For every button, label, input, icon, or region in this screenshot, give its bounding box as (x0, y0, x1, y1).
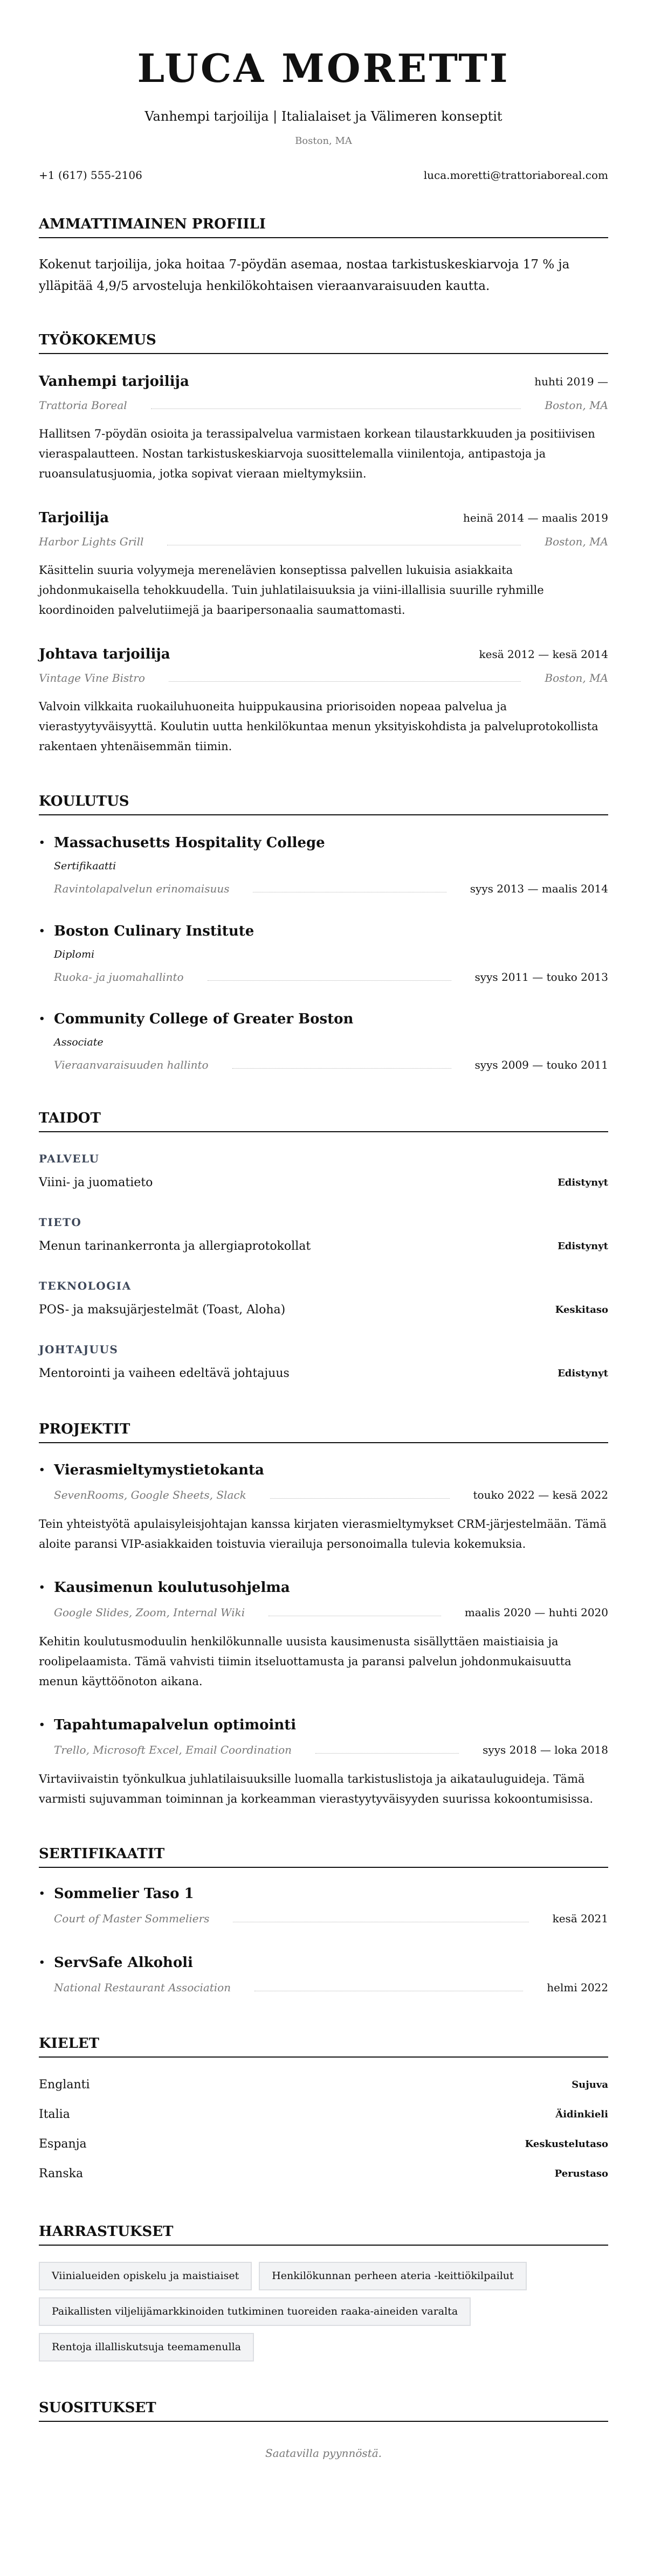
dotted-leader (232, 1068, 451, 1069)
skill-category: TIETO (39, 1216, 82, 1229)
interest-chip: Rentoja illalliskutsuja teemamenulla (39, 2333, 254, 2362)
language-name: Englanti (39, 2078, 90, 2092)
education-dates: syys 2009 — touko 2011 (474, 1058, 608, 1071)
job-dates: huhti 2019 — (534, 375, 608, 388)
degree: Associate (54, 1036, 104, 1048)
skill-group (39, 1279, 608, 1318)
certification-name: ServSafe Alkoholi (54, 1955, 193, 1971)
education-dates: syys 2011 — touko 2013 (474, 971, 608, 984)
skill-name: Viini- ja juomatieto (39, 1176, 153, 1189)
job-description: Valvoin vilkkaita ruokailuhuoneita huippukausina priorisoiden nopeaa palvelua ja vierastyytyväisyyttä. Koulutin uutta henkilökuntaa menun yksityiskohdista ja palveluprotokollista rakentaen yhtenäisemmän tiimin. (39, 700, 598, 753)
skill-name: Menun tarinankerronta ja allergiaprotokollat (39, 1239, 311, 1253)
project-tech: Google Slides, Zoom, Internal Wiki (54, 1606, 245, 1619)
language-row (39, 2107, 608, 2123)
section-title: TYÖKOKEMUS (39, 331, 608, 354)
profile-section (39, 216, 608, 297)
dotted-leader (151, 408, 521, 409)
certification-issuer: National Restaurant Association (54, 1981, 231, 1994)
job-title: Tarjoilija (39, 510, 109, 526)
field-of-study: Vieraanvaraisuuden hallinto (54, 1058, 209, 1071)
section-title: TAIDOT (39, 1110, 608, 1132)
project-name: Vierasmieltymystietokanta (54, 1462, 264, 1478)
bullet-icon: • (39, 837, 45, 848)
candidate-headline: Vanhempi tarjoilija | Italialaiset ja Välimeren konseptit (144, 109, 503, 124)
interest-chip: Paikallisten viljelijämarkkinoiden tutkiminen tuoreiden raaka-aineiden varalta (39, 2297, 471, 2326)
certification-date: helmi 2022 (547, 1981, 608, 1994)
skill-level: Edistynyt (557, 1177, 608, 1188)
skill-group (39, 1215, 608, 1255)
project-description: Virtaviivaistin työnkulkua juhlatilaisuuksille luomalla tarkistuslistoja ja aikatauluguideja. Tämä varmisti sujuvamman toiminnan ja korkeamman vierastyytyväisyyden suurissa kokoontumisissa. (39, 1772, 594, 1805)
certification-entry (39, 1954, 608, 1995)
contact-row (39, 168, 608, 182)
job-entry (39, 372, 608, 484)
skill-level: Keskitaso (555, 1304, 608, 1315)
job-company: Trattoria Boreal (39, 399, 127, 412)
section-title: SUOSITUKSET (39, 2399, 608, 2422)
certification-date: kesä 2021 (552, 1912, 608, 1925)
bullet-icon: • (39, 1582, 45, 1593)
field-of-study: Ravintolapalvelun erinomaisuus (54, 882, 230, 895)
skills-section (39, 1110, 608, 1382)
language-row (39, 2136, 608, 2152)
language-name: Ranska (39, 2167, 84, 2180)
education-dates: syys 2013 — maalis 2014 (470, 882, 608, 895)
section-title: AMMATTIMAINEN PROFIILI (39, 216, 608, 238)
dotted-leader (208, 980, 451, 981)
project-name: Tapahtumapalvelun optimointi (54, 1717, 297, 1733)
field-of-study: Ruoka- ja juomahallinto (54, 971, 184, 984)
job-title: Vanhempi tarjoilija (39, 373, 189, 390)
projects-section (39, 1421, 608, 1809)
skill-category: TEKNOLOGIA (39, 1279, 132, 1292)
interest-chip-list (39, 2262, 608, 2362)
skill-level: Edistynyt (557, 1241, 608, 1252)
certification-entry (39, 1885, 608, 1926)
references-note: Saatavilla pyynnöstä. (265, 2447, 382, 2460)
dotted-leader (315, 1753, 459, 1754)
experience-section (39, 331, 608, 757)
project-entry (39, 1716, 608, 1809)
job-dates: heinä 2014 — maalis 2019 (463, 511, 608, 524)
resume-header (39, 0, 608, 182)
degree: Diplomi (54, 948, 95, 960)
dotted-leader (169, 681, 521, 682)
phone-number: +1 (617) 555-2106 (39, 169, 142, 182)
skill-name: Mentorointi ja vaiheen edeltävä johtajuus (39, 1367, 290, 1380)
language-level: Sujuva (572, 2079, 608, 2090)
education-entry (39, 1010, 608, 1072)
language-level: Äidinkieli (555, 2109, 608, 2120)
interest-chip: Viinialueiden opiskelu ja maistiaiset (39, 2262, 252, 2290)
certification-issuer: Court of Master Sommeliers (54, 1912, 210, 1925)
job-dates: kesä 2012 — kesä 2014 (479, 648, 608, 661)
education-entry (39, 922, 608, 985)
references-section (39, 2399, 608, 2461)
language-name: Espanja (39, 2137, 87, 2151)
job-description: Hallitsen 7-pöydän osioita ja terassipalvelua varmistaen korkean tilaustarkkuuden ja positiivisen vieraspalautteen. Nostan tarkistuskeskiarvoja suosittelemalla viinilentoja, antipastoja ja ruoansulatusjuomia, jotka sopivat vieraan mieltymyksiin. (39, 427, 595, 480)
school-name: Massachusetts Hospitality College (54, 835, 325, 851)
education-entry (39, 834, 608, 896)
profile-summary: Kokenut tarjoilija, joka hoitaa 7-pöydän asemaa, nostaa tarkistuskeskiarvoja 17 % ja ylläpitää 4,9/5 arvosteluja henkilökohtaisen vieraanvaraisuuden kautta. (39, 258, 570, 293)
project-dates: syys 2018 — loka 2018 (483, 1743, 608, 1756)
bullet-icon: • (39, 1888, 45, 1899)
section-title: PROJEKTIT (39, 1421, 608, 1443)
project-entry (39, 1461, 608, 1554)
job-location: Boston, MA (545, 535, 608, 548)
project-tech: SevenRooms, Google Sheets, Slack (54, 1488, 246, 1501)
job-entry (39, 509, 608, 620)
bullet-icon: • (39, 1719, 45, 1730)
section-title: KIELET (39, 2035, 608, 2058)
bullet-icon: • (39, 1464, 45, 1476)
school-name: Community College of Greater Boston (54, 1011, 354, 1027)
job-location: Boston, MA (545, 399, 608, 412)
education-section (39, 793, 608, 1072)
bullet-icon: • (39, 1957, 45, 1968)
degree: Sertifikaatti (54, 860, 116, 872)
interests-section (39, 2223, 608, 2362)
job-entry (39, 645, 608, 757)
project-name: Kausimenun koulutusohjelma (54, 1580, 290, 1596)
interest-chip: Henkilökunnan perheen ateria -keittiökilpailut (259, 2262, 526, 2290)
email-address: luca.moretti@trattoriaboreal.com (423, 169, 608, 182)
section-title: SERTIFIKAATIT (39, 1845, 608, 1868)
language-row (39, 2166, 608, 2182)
project-tech: Trello, Microsoft Excel, Email Coordination (54, 1743, 292, 1756)
project-dates: maalis 2020 — huhti 2020 (464, 1606, 608, 1619)
skill-category: JOHTAJUUS (39, 1343, 119, 1356)
bullet-icon: • (39, 1013, 45, 1024)
project-dates: touko 2022 — kesä 2022 (473, 1488, 608, 1501)
job-company: Harbor Lights Grill (39, 535, 144, 548)
skill-category: PALVELU (39, 1152, 100, 1165)
skill-level: Edistynyt (557, 1368, 608, 1379)
section-title: KOULUTUS (39, 793, 608, 815)
language-level: Perustaso (554, 2168, 608, 2179)
skill-group (39, 1342, 608, 1382)
languages-section (39, 2035, 608, 2182)
language-row (39, 2077, 608, 2093)
candidate-name: LUCA MORETTI (137, 45, 510, 91)
certification-name: Sommelier Taso 1 (54, 1886, 194, 1902)
job-company: Vintage Vine Bistro (39, 671, 145, 684)
school-name: Boston Culinary Institute (54, 923, 254, 939)
project-entry (39, 1578, 608, 1692)
candidate-location: Boston, MA (295, 135, 352, 147)
language-name: Italia (39, 2108, 70, 2121)
certifications-section (39, 1845, 608, 1995)
job-location: Boston, MA (545, 671, 608, 684)
bullet-icon: • (39, 925, 45, 937)
project-description: Tein yhteistyötä apulaisyleisjohtajan kanssa kirjaten vierasmieltymykset CRM-järjestelmään. Tämä aloite paransi VIP-asiakkaiden toistuvia vierailuja personoimalla tulevia kokemuksia. (39, 1518, 607, 1550)
dotted-leader (270, 1498, 450, 1499)
job-description: Käsittelin suuria volyymeja merenelävien konseptissa palvellen lukuisia asiakkaita johdonmukaisella tehokkuudella. Tuin juhlatilaisuuksia ja viini-illallisia suurille ryhmille koordinoiden palvelutiimejä ja baaripersonaalia saumattomasti. (39, 564, 544, 617)
job-title: Johtava tarjoilija (39, 646, 170, 662)
skill-name: POS- ja maksujärjestelmät (Toast, Aloha) (39, 1303, 286, 1317)
section-title: HARRASTUKSET (39, 2223, 608, 2246)
project-description: Kehitin koulutusmoduulin henkilökunnalle uusista kausimenusta sisällyttäen maistiaisia ja roolipelaamista. Tämä vahvisti tiimin itseluottamusta ja paransi palvelun johdonmukaisuutta menun käyttöönoton aikana. (39, 1635, 572, 1688)
skill-group (39, 1152, 608, 1191)
language-level: Keskustelutaso (525, 2138, 608, 2150)
